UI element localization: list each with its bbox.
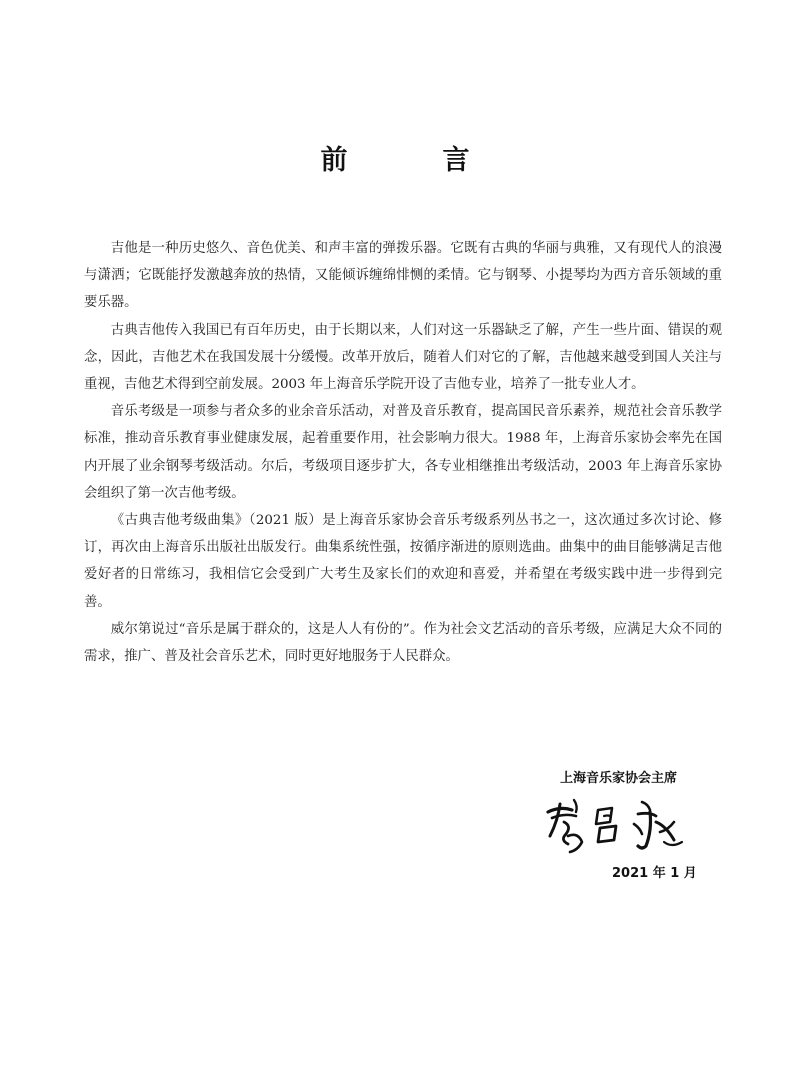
paragraph: 吉他是一种历史悠久、音色优美、和声丰富的弹拨乐器。它既有古典的华丽与典雅，又有现代人的浪漫与潇洒；它既能抒发激越奔放的热情，又能倾诉缠绵悱恻的柔情。它与钢琴、小提琴均为西方音乐领域的重要乐器。 <box>84 241 722 311</box>
paragraph: 音乐考级是一项参与者众多的业余音乐活动，对普及音乐教育，提高国民音乐素养，规范社会音乐教学标准，推动音乐教育事业健康发展，起着重要作用，社会影响力很大。1988 年，上海音乐家协会率先在国内开展了业余钢琴考级活动。尔后，考级项目逐步扩大，各专业相继推出考级活动，2003 年上海音乐家协会组织了第一次吉他考级。 <box>84 404 722 501</box>
preface-body <box>84 235 722 670</box>
page-title: 前 言 <box>320 145 504 176</box>
paragraph: 古典吉他传入我国已有百年历史，由于长期以来，人们对这一乐器缺乏了解，产生一些片面、错误的观念，因此，吉他艺术在我国发展十分缓慢。改革开放后，随着人们对它的了解，吉他越来越受到国人关注与重视，吉他艺术得到空前发展。2003 年上海音乐学院开设了吉他专业，培养了一批专业人才。 <box>84 322 722 393</box>
paragraph: 威尔第说过“音乐是属于群众的，这是人人有份的”。作为社会文艺活动的音乐考级，应满足大众不同的需求，推广、普及社会音乐艺术，同时更好地服务于人民群众。 <box>84 621 722 665</box>
signature-org: 上海音乐家协会主席 <box>560 771 678 786</box>
paragraph: 《古典吉他考级曲集》（2021 版）是上海音乐家协会音乐考级系列丛书之一，这次通过多次讨论、修订，再次由上海音乐出版社出版发行。曲集系统性强，按循序渐进的原则选曲。曲集中的曲目能够满足吉他爱好者的日常练习，我相信它会受到广大考生及家长们的欢迎和喜爱，并希望在考级实践中进一步得到完善。 <box>84 513 722 610</box>
signature-date: 2021 年 1 月 <box>612 866 697 881</box>
handwritten-signature <box>538 792 698 856</box>
